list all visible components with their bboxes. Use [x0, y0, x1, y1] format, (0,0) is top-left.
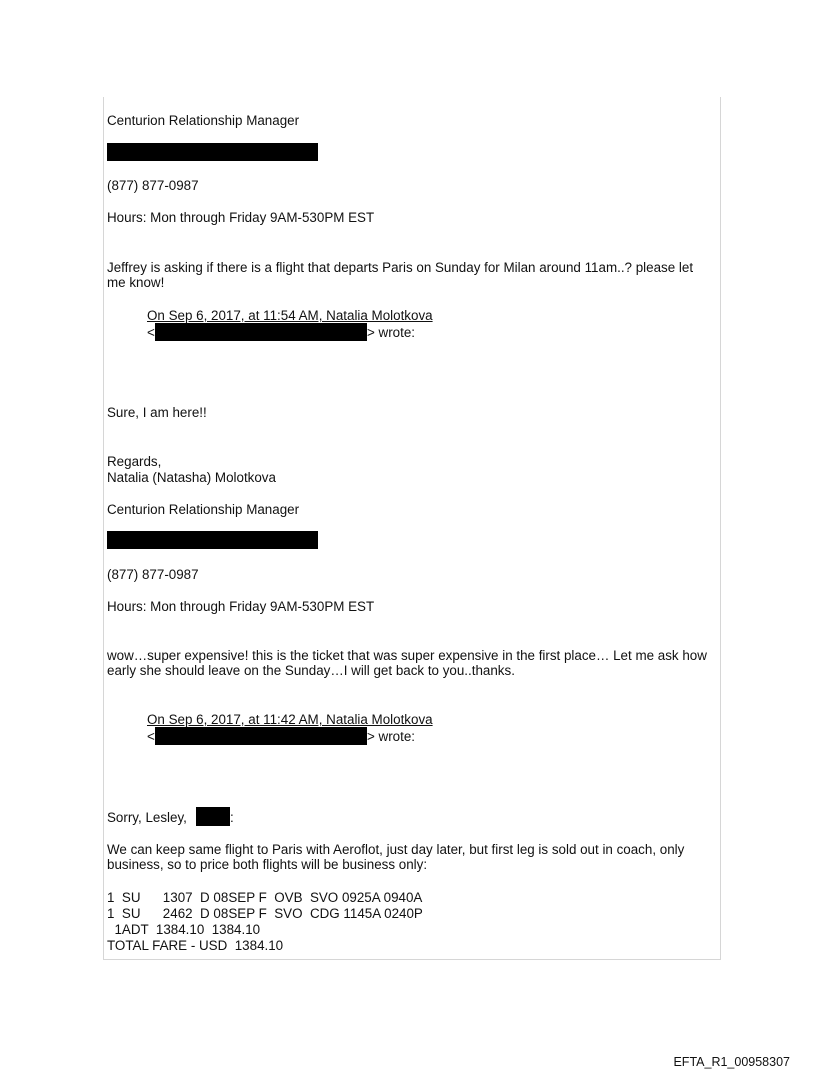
quote-lt: <	[147, 325, 155, 340]
signature-name: Natalia (Natasha) Molotkova	[107, 470, 276, 485]
itinerary-line: 1 SU 1307 D 08SEP F OVB SVO 0925A 0940A	[107, 890, 423, 905]
signature-hours: Hours: Mon through Friday 9AM-530PM EST	[107, 599, 375, 614]
signature-regards: Regards,	[107, 454, 162, 469]
redaction-bar	[107, 143, 318, 161]
quote-wrote: > wrote:	[367, 325, 416, 340]
signature-title: Centurion Relationship Manager	[107, 502, 300, 517]
redaction-bar	[107, 531, 318, 549]
redaction-bar	[155, 323, 367, 341]
itinerary-line: 1 SU 2462 D 08SEP F SVO CDG 1145A 0240P	[107, 906, 423, 921]
itinerary-total: TOTAL FARE - USD 1384.10	[107, 938, 284, 953]
message-greeting: Sorry, Lesley,	[107, 810, 187, 825]
email-frame	[103, 97, 721, 960]
redaction-bar	[155, 727, 367, 745]
message-body: Jeffrey is asking if there is a flight that departs Paris on Sunday for Milan around 11am..? please let me know!	[107, 260, 694, 290]
signature-phone: (877) 877-0987	[107, 567, 199, 582]
signature-phone: (877) 877-0987	[107, 178, 199, 193]
quote-header: On Sep 6, 2017, at 11:42 AM, Natalia Molotkova	[147, 712, 433, 727]
signature-title: Centurion Relationship Manager	[107, 113, 300, 128]
signature-hours: Hours: Mon through Friday 9AM-530PM EST	[107, 210, 375, 225]
redaction-bar	[196, 807, 230, 826]
document-id: EFTA_R1_00958307	[673, 1055, 790, 1069]
quote-wrote: > wrote:	[367, 729, 416, 744]
quote-header: On Sep 6, 2017, at 11:54 AM, Natalia Molotkova	[147, 308, 433, 323]
message-greeting-colon: :	[230, 810, 234, 825]
message-body: Sure, I am here!!	[107, 405, 207, 420]
message-body: wow…super expensive! this is the ticket that was super expensive in the first place… Let me ask how early she should leave on the Sunday…I will get back to you..thanks.	[107, 648, 707, 678]
itinerary-line: 1ADT 1384.10 1384.10	[107, 922, 261, 937]
message-body: We can keep same flight to Paris with Aeroflot, just day later, but first leg is sold out in coach, only business, so to price both flights will be business only:	[107, 842, 685, 872]
quote-lt: <	[147, 729, 155, 744]
